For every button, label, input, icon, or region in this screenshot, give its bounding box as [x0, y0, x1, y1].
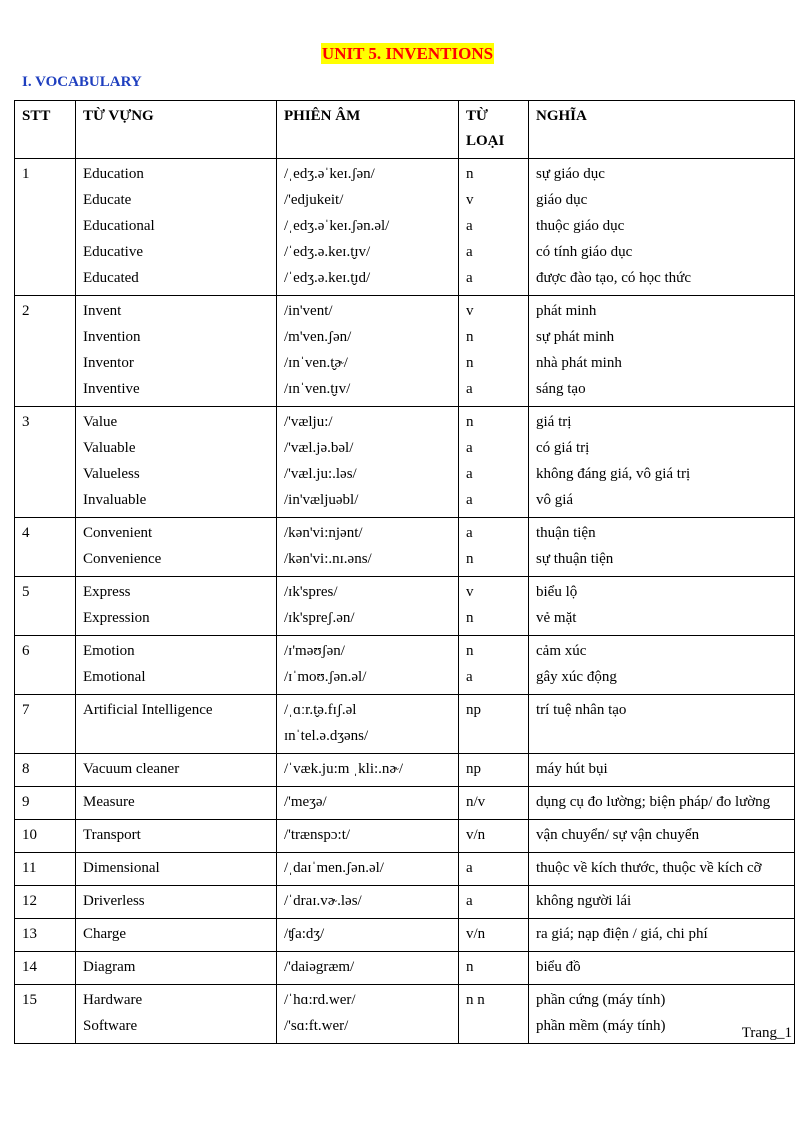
row-number: 12 — [22, 893, 37, 909]
phonetic-transcription: /kən'vi:.nɪ.əns/ — [284, 551, 372, 567]
row-number: 2 — [22, 303, 30, 319]
phonetic-transcription: /kən'vi:njənt/ — [284, 525, 363, 541]
header-pronunciation: PHIÊN ÂM — [277, 101, 459, 159]
vocab-word: Educational — [83, 218, 155, 234]
vocab-word: Charge — [83, 926, 127, 942]
word-meaning: biểu lộ — [536, 584, 578, 600]
word-meaning: phát minh — [536, 303, 597, 319]
meaning-cell — [529, 820, 795, 853]
word-cell — [76, 820, 277, 853]
phonetic-transcription: /'vælju:/ — [284, 414, 333, 430]
pronunciation-cell — [277, 695, 459, 754]
stt-cell — [15, 636, 76, 695]
word-cell — [76, 985, 277, 1044]
part-of-speech-cell — [459, 853, 529, 886]
word-cell — [76, 787, 277, 820]
table-row — [15, 919, 795, 952]
phonetic-transcription: /ɪ'məʊʃən/ — [284, 643, 345, 659]
word-cell — [76, 952, 277, 985]
part-of-speech: n — [466, 610, 474, 626]
word-meaning: biểu đồ — [536, 959, 581, 975]
word-meaning: không người lái — [536, 893, 632, 909]
word-meaning: sự phát minh — [536, 329, 615, 345]
phonetic-transcription: /ˌedʒ.əˈkeɪ.ʃən.əl/ — [284, 218, 390, 234]
phonetic-transcription: /ɪk'spres/ — [284, 584, 338, 600]
phonetic-transcription: /'trænspɔ:t/ — [284, 827, 351, 843]
part-of-speech: np — [466, 702, 481, 718]
vocab-word: Hardware — [83, 992, 143, 1008]
row-number: 7 — [22, 702, 30, 718]
table-row — [15, 695, 795, 754]
vocab-word: Educative — [83, 244, 143, 260]
word-meaning: sáng tạo — [536, 381, 586, 397]
word-meaning: giáo dục — [536, 192, 588, 208]
word-meaning: phần mềm (máy tính) — [536, 1018, 666, 1034]
page-number: Trang_1 — [741, 1025, 792, 1041]
table-row — [15, 296, 795, 407]
phonetic-transcription: ɪnˈtel.ə.dʒəns/ — [284, 728, 369, 744]
row-number: 10 — [22, 827, 37, 843]
phonetic-transcription: /ɪnˈven.t̬ɚ/ — [284, 355, 348, 371]
part-of-speech-cell — [459, 886, 529, 919]
stt-cell — [15, 919, 76, 952]
vocab-word: Invention — [83, 329, 141, 345]
word-cell — [76, 636, 277, 695]
vocab-word: Invent — [83, 303, 122, 319]
table-row — [15, 886, 795, 919]
word-meaning: sự thuận tiện — [536, 551, 614, 567]
vocab-word: Driverless — [83, 893, 145, 909]
meaning-cell — [529, 518, 795, 577]
phonetic-transcription: /ˈvæk.ju:m ˌkli:.nɚ/ — [284, 761, 403, 777]
word-meaning: không đáng giá, vô giá trị — [536, 466, 691, 482]
meaning-cell — [529, 754, 795, 787]
part-of-speech: v — [466, 303, 474, 319]
phonetic-transcription: /ˈedʒ.ə.keɪ.t̬ɪd/ — [284, 270, 371, 286]
part-of-speech: v/n — [466, 926, 486, 942]
vocab-word: Dimensional — [83, 860, 160, 876]
pronunciation-cell — [277, 919, 459, 952]
table-row — [15, 952, 795, 985]
stt-cell — [15, 695, 76, 754]
meaning-cell — [529, 787, 795, 820]
stt-cell — [15, 787, 76, 820]
meaning-cell — [529, 853, 795, 886]
vocab-word: Vacuum cleaner — [83, 761, 180, 777]
part-of-speech: n — [466, 551, 474, 567]
part-of-speech: a — [466, 244, 473, 260]
part-of-speech-cell — [459, 985, 529, 1044]
vocab-word: Expression — [83, 610, 150, 626]
row-number: 6 — [22, 643, 30, 659]
word-meaning: vô giá — [536, 492, 574, 508]
phonetic-transcription: /ˈedʒ.ə.keɪ.t̬ɪv/ — [284, 244, 371, 260]
word-meaning: thuộc giáo dục — [536, 218, 625, 234]
word-cell — [76, 886, 277, 919]
part-of-speech-cell — [459, 518, 529, 577]
part-of-speech-cell — [459, 952, 529, 985]
header-word: TỪ VỰNG — [76, 101, 277, 159]
row-number: 3 — [22, 414, 30, 430]
part-of-speech-cell — [459, 159, 529, 296]
vocab-word: Convenient — [83, 525, 153, 541]
pronunciation-cell — [277, 985, 459, 1044]
part-of-speech: n n — [466, 992, 485, 1008]
table-row — [15, 754, 795, 787]
word-meaning: trí tuệ nhân tạo — [536, 702, 627, 718]
part-of-speech-cell — [459, 919, 529, 952]
word-cell — [76, 159, 277, 296]
meaning-cell — [529, 636, 795, 695]
phonetic-transcription: /ˈhɑ:rd.wer/ — [284, 992, 356, 1008]
pronunciation-cell — [277, 952, 459, 985]
row-number: 15 — [22, 992, 37, 1008]
vocab-word: Measure — [83, 794, 135, 810]
vocab-word: Valueless — [83, 466, 140, 482]
part-of-speech: a — [466, 270, 473, 286]
vocabulary-table — [14, 100, 795, 1044]
word-cell — [76, 754, 277, 787]
part-of-speech: a — [466, 669, 473, 685]
table-row — [15, 577, 795, 636]
word-meaning: có tính giáo dục — [536, 244, 633, 260]
stt-cell — [15, 159, 76, 296]
pronunciation-cell — [277, 296, 459, 407]
word-meaning: thuộc về kích thước, thuộc về kích cỡ — [536, 860, 762, 876]
header-part-of-speech — [459, 101, 529, 159]
phonetic-transcription: /'edjukeit/ — [284, 192, 344, 208]
vocab-word: Inventive — [83, 381, 140, 397]
vocab-word: Inventor — [83, 355, 134, 371]
part-of-speech: n — [466, 329, 474, 345]
part-of-speech-cell — [459, 754, 529, 787]
table-row — [15, 853, 795, 886]
meaning-cell — [529, 952, 795, 985]
word-meaning: có giá trị — [536, 440, 590, 456]
stt-cell — [15, 886, 76, 919]
header-pos-line-1: TỪ — [466, 108, 488, 124]
part-of-speech: a — [466, 525, 473, 541]
pronunciation-cell — [277, 754, 459, 787]
part-of-speech: a — [466, 381, 473, 397]
table-header-row — [15, 101, 795, 159]
meaning-cell — [529, 577, 795, 636]
vocab-word: Software — [83, 1018, 138, 1034]
phonetic-transcription: /'daiəgræm/ — [284, 959, 355, 975]
word-meaning: thuận tiện — [536, 525, 596, 541]
word-cell — [76, 407, 277, 518]
part-of-speech-cell — [459, 787, 529, 820]
meaning-cell — [529, 296, 795, 407]
meaning-cell — [529, 407, 795, 518]
stt-cell — [15, 754, 76, 787]
vocab-word: Education — [83, 166, 144, 182]
meaning-cell — [529, 886, 795, 919]
vocab-word: Emotion — [83, 643, 135, 659]
part-of-speech: n — [466, 414, 474, 430]
vocab-word: Valuable — [83, 440, 136, 456]
word-meaning: nhà phát minh — [536, 355, 622, 371]
vocab-word: Artificial Intelligence — [83, 702, 213, 718]
part-of-speech: n — [466, 355, 474, 371]
unit-title — [0, 44, 795, 64]
pronunciation-cell — [277, 577, 459, 636]
phonetic-transcription: /ˌɑːr.t̬ə.fɪʃ.əl — [284, 702, 357, 718]
pronunciation-cell — [277, 407, 459, 518]
pronunciation-cell — [277, 518, 459, 577]
word-meaning: được đào tạo, có học thức — [536, 270, 691, 286]
word-meaning: giá trị — [536, 414, 572, 430]
row-number: 13 — [22, 926, 37, 942]
word-meaning: máy hút bụi — [536, 761, 608, 777]
header-pos-line-2: LOẠI — [466, 133, 505, 149]
pronunciation-cell — [277, 886, 459, 919]
table-row — [15, 820, 795, 853]
pronunciation-cell — [277, 853, 459, 886]
part-of-speech-cell — [459, 296, 529, 407]
word-meaning: vận chuyển/ sự vận chuyển — [536, 827, 700, 843]
part-of-speech: v — [466, 584, 474, 600]
part-of-speech-cell — [459, 695, 529, 754]
part-of-speech-cell — [459, 636, 529, 695]
vocab-word: Value — [83, 414, 118, 430]
vocab-word: Convenience — [83, 551, 162, 567]
table-row — [15, 407, 795, 518]
word-meaning: phần cứng (máy tính) — [536, 992, 666, 1008]
header-stt: STT — [15, 101, 76, 159]
unit-title-text: UNIT 5. INVENTIONS — [321, 44, 494, 63]
vocab-word: Invaluable — [83, 492, 147, 508]
part-of-speech: a — [466, 492, 473, 508]
phonetic-transcription: /'meʒə/ — [284, 794, 327, 810]
word-meaning: cảm xúc — [536, 643, 587, 659]
vocab-word: Emotional — [83, 669, 146, 685]
phonetic-transcription: /ˈdraɪ.vɚ.ləs/ — [284, 893, 362, 909]
table-row — [15, 518, 795, 577]
part-of-speech: n — [466, 166, 474, 182]
phonetic-transcription: /'væl.jə.bəl/ — [284, 440, 354, 456]
vocab-word: Diagram — [83, 959, 136, 975]
table-row — [15, 636, 795, 695]
part-of-speech: a — [466, 860, 473, 876]
table-body — [15, 159, 795, 1044]
row-number: 4 — [22, 525, 30, 541]
phonetic-transcription: /ɪk'spreʃ.ən/ — [284, 610, 355, 626]
part-of-speech: a — [466, 466, 473, 482]
part-of-speech: np — [466, 761, 481, 777]
vocab-word: Transport — [83, 827, 141, 843]
phonetic-transcription: /'sɑ:ft.wer/ — [284, 1018, 349, 1034]
phonetic-transcription: /ɪnˈven.t̬ɪv/ — [284, 381, 351, 397]
stt-cell — [15, 296, 76, 407]
stt-cell — [15, 407, 76, 518]
word-meaning: ra giá; nạp điện / giá, chi phí — [536, 926, 708, 942]
phonetic-transcription: /in'væljuəbl/ — [284, 492, 359, 508]
phonetic-transcription: /in'vent/ — [284, 303, 333, 319]
word-cell — [76, 577, 277, 636]
part-of-speech: a — [466, 218, 473, 234]
row-number: 5 — [22, 584, 30, 600]
part-of-speech: a — [466, 440, 473, 456]
word-cell — [76, 853, 277, 886]
stt-cell — [15, 577, 76, 636]
row-number: 1 — [22, 166, 30, 182]
stt-cell — [15, 985, 76, 1044]
vocab-word: Express — [83, 584, 131, 600]
phonetic-transcription: /ʧa:dʒ/ — [284, 926, 325, 942]
word-meaning: vẻ mặt — [536, 610, 577, 626]
word-cell — [76, 919, 277, 952]
table-row — [15, 159, 795, 296]
part-of-speech: v — [466, 192, 474, 208]
stt-cell — [15, 853, 76, 886]
word-cell — [76, 296, 277, 407]
part-of-speech: a — [466, 893, 473, 909]
row-number: 8 — [22, 761, 30, 777]
part-of-speech: n/v — [466, 794, 486, 810]
meaning-cell — [529, 695, 795, 754]
stt-cell — [15, 820, 76, 853]
meaning-cell — [529, 159, 795, 296]
meaning-cell — [529, 919, 795, 952]
stt-cell — [15, 518, 76, 577]
table-row — [15, 787, 795, 820]
word-meaning: dụng cụ đo lường; biện pháp/ đo lường — [536, 794, 771, 810]
word-meaning: sự giáo dục — [536, 166, 605, 182]
part-of-speech-cell — [459, 407, 529, 518]
row-number: 9 — [22, 794, 30, 810]
part-of-speech: n — [466, 643, 474, 659]
stt-cell — [15, 952, 76, 985]
word-cell — [76, 695, 277, 754]
row-number: 11 — [22, 860, 37, 876]
phonetic-transcription: /m'ven.ʃən/ — [284, 329, 352, 345]
phonetic-transcription: /ˌedʒ.əˈkeɪ.ʃən/ — [284, 166, 375, 182]
phonetic-transcription: /ˌdaɪˈmen.ʃən.əl/ — [284, 860, 384, 876]
table-row — [15, 985, 795, 1044]
part-of-speech-cell — [459, 820, 529, 853]
vocab-word: Educated — [83, 270, 139, 286]
part-of-speech-cell — [459, 577, 529, 636]
header-meaning: NGHĨA — [529, 101, 795, 159]
pronunciation-cell — [277, 159, 459, 296]
part-of-speech: v/n — [466, 827, 486, 843]
phonetic-transcription: /ɪˈmoʊ.ʃən.əl/ — [284, 669, 367, 685]
part-of-speech: n — [466, 959, 474, 975]
word-meaning: gây xúc động — [536, 669, 617, 685]
row-number: 14 — [22, 959, 37, 975]
vocab-word: Educate — [83, 192, 132, 208]
phonetic-transcription: /'væl.ju:.ləs/ — [284, 466, 357, 482]
word-cell — [76, 518, 277, 577]
pronunciation-cell — [277, 820, 459, 853]
pronunciation-cell — [277, 787, 459, 820]
section-heading: I. VOCABULARY — [22, 74, 142, 90]
pronunciation-cell — [277, 636, 459, 695]
